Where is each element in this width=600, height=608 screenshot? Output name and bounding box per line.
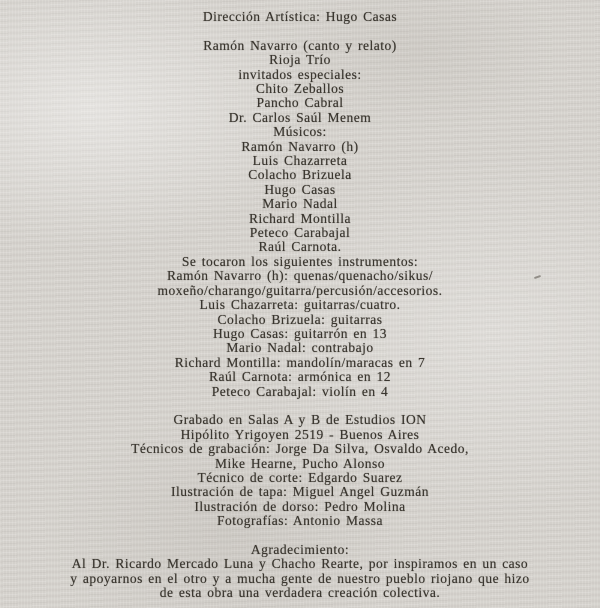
text-line: Ilustración de tapa: Miguel Angel Guzmán: [170, 484, 430, 500]
text-line: Dr. Carlos Saúl Menem: [228, 109, 372, 125]
text-line: Técnicos de grabación: Jorge Da Silva, Osvaldo Acedo,: [131, 441, 469, 457]
text-line: moxeño/charango/guitarra/percusión/accesorios.: [157, 282, 443, 298]
section-musicos-e-instrumentos: [0, 39, 600, 399]
text-line: Fotografías: Antonio Massa: [217, 513, 383, 529]
text-line: invitados especiales:: [238, 66, 362, 82]
text-line: Hipólito Yrigoyen 2519 - Buenos Aires: [180, 426, 420, 442]
text-line: Ramón Navarro (canto y relato): [203, 37, 397, 53]
text-line: Mike Hearne, Pucho Alonso: [215, 455, 385, 471]
text-line: Se tocaron los siguientes instrumentos:: [181, 253, 419, 269]
text-line: Rioja Trío: [269, 52, 331, 68]
text-line: Mario Nadal: contrabajo: [226, 340, 374, 356]
text-line: de esta obra una verdadera creación colectiva.: [159, 585, 441, 601]
text-line: Luis Chazarreta: [252, 153, 348, 169]
text-line: Técnico de corte: Edgardo Suarez: [197, 469, 403, 485]
section-grabacion-y-arte: [0, 413, 600, 528]
text-line: Ramón Navarro (h): quenas/quenacho/sikus/: [166, 268, 434, 284]
text-line: Colacho Brizuela: guitarras: [217, 311, 383, 327]
liner-notes-text: [0, 10, 600, 601]
text-line: Peteco Carabajal: violín en 4: [211, 383, 389, 399]
section-direccion-artistica: [0, 10, 600, 24]
text-line: Richard Montilla: [248, 210, 352, 226]
text-line: Hugo Casas: [264, 181, 336, 197]
text-line: Ilustración de dorso: Pedro Molina: [194, 498, 406, 514]
text-line: Músicos:: [273, 124, 327, 140]
section-agradecimiento: [0, 543, 600, 601]
text-line: Colacho Brizuela: [248, 167, 352, 183]
text-line: Richard Montilla: mandolín/maracas en 7: [174, 354, 426, 370]
text-line: Chito Zeballos: [255, 81, 345, 97]
text-line: Ramón Navarro (h): [241, 138, 359, 154]
text-line: Peteco Carabajal: [249, 225, 351, 241]
text-line: Dirección Artística: Hugo Casas: [202, 9, 398, 24]
text-line: Raúl Carnota.: [258, 239, 342, 255]
text-line: Pancho Cabral: [256, 95, 344, 111]
text-line: Luis Chazarreta: guitarras/cuatro.: [199, 297, 401, 313]
text-line: Agradecimiento:: [250, 541, 350, 557]
text-line: Mario Nadal: [262, 196, 338, 212]
text-line: Hugo Casas: guitarrón en 13: [213, 325, 387, 341]
text-line: Grabado en Salas A y B de Estudios ION: [173, 412, 427, 428]
text-line: y apoyarnos en el otro y a mucha gente de nuestro pueblo riojano que hizo: [70, 570, 530, 586]
text-line: Al Dr. Ricardo Mercado Luna y Chacho Rearte, por inspiramos en un caso: [71, 556, 529, 572]
text-line: Raúl Carnota: armónica en 12: [209, 369, 391, 385]
